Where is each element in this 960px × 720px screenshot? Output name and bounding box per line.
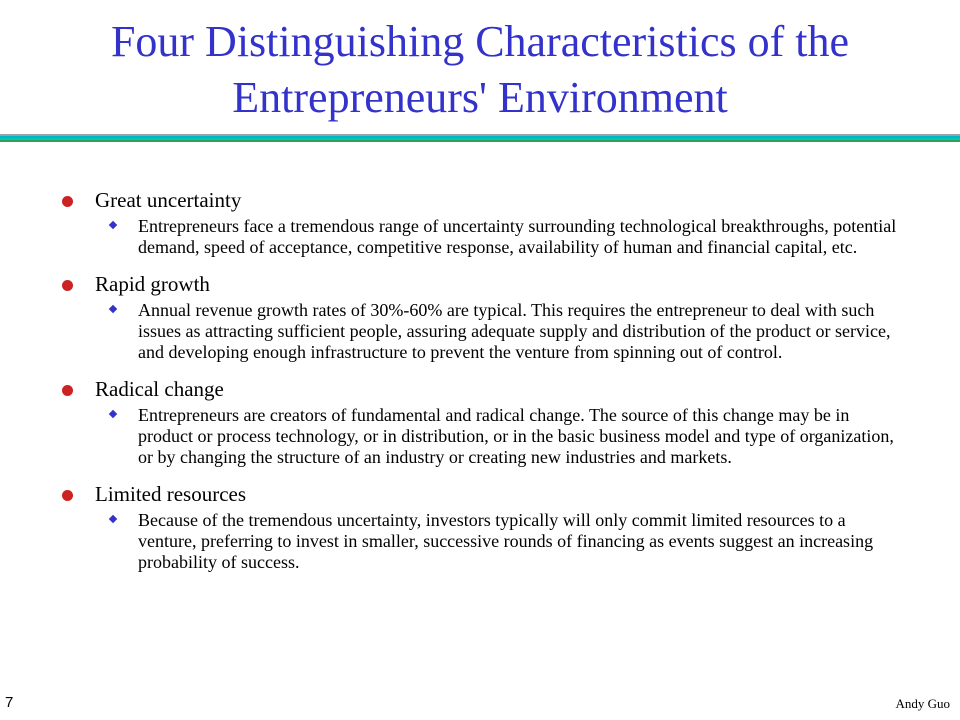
title-divider-rule xyxy=(0,134,960,144)
bullet-heading-row xyxy=(62,270,902,298)
sub-bullet-text: Entrepreneurs are creators of fundamental and radical change. The source of this change may be in product or process technology, or in distribution, or in the basic business model and type of organization, or by changing the structure of an industry or creating new industries and markets. xyxy=(138,405,894,467)
bullet-dot-icon xyxy=(62,480,95,508)
author-label: Andy Guo xyxy=(895,696,950,711)
bullet-heading: Limited resources xyxy=(95,482,247,506)
list-item xyxy=(62,270,902,363)
slide-title-line-1: Four Distinguishing Characteristics of the xyxy=(110,17,850,66)
slide-title-line-2: Entrepreneurs' Environment xyxy=(232,73,728,122)
bullet-heading-row xyxy=(62,375,902,403)
sub-bullet-text: Because of the tremendous uncertainty, investors typically will only commit limited resources to a venture, preferring to invest in smaller, successive rounds of financing as events suggest an increasing probability of success. xyxy=(138,510,874,572)
bullet-heading: Radical change xyxy=(95,377,224,401)
bullet-dot-icon xyxy=(62,270,95,298)
slide-title xyxy=(20,14,940,126)
bullet-list xyxy=(62,186,902,573)
bullet-heading-row xyxy=(62,186,902,214)
bullet-heading: Great uncertainty xyxy=(95,188,242,212)
sub-bullet-row xyxy=(109,300,902,363)
sub-bullet-text: Annual revenue growth rates of 30%-60% are typical. This requires the entrepreneur to deal with such issues as attracting sufficient people, assuring adequate supply and distribution of the product or service, and developing enough infrastructure to prevent the venture from spinning out of control. xyxy=(138,300,891,362)
divider-band xyxy=(0,140,960,142)
list-item xyxy=(62,480,902,573)
diamond-bullet-icon xyxy=(109,405,138,427)
sub-bullet-row xyxy=(109,510,902,573)
list-item xyxy=(62,375,902,468)
list-item xyxy=(62,186,902,258)
bullet-dot-icon xyxy=(62,375,95,403)
bullet-dot-icon xyxy=(62,186,95,214)
bullet-heading-row xyxy=(62,480,902,508)
bullet-heading: Rapid growth xyxy=(95,272,210,296)
diamond-bullet-icon xyxy=(109,300,138,322)
diamond-bullet-icon xyxy=(109,216,138,238)
sub-bullet-row xyxy=(109,405,902,468)
page-number: 7 xyxy=(5,694,14,711)
sub-bullet-text: Entrepreneurs face a tremendous range of uncertainty surrounding technological breakthroughs, potential demand, speed of acceptance, competitive response, availability of human and financial capital, etc. xyxy=(138,216,897,257)
diamond-bullet-icon xyxy=(109,510,138,532)
sub-bullet-row xyxy=(109,216,902,258)
